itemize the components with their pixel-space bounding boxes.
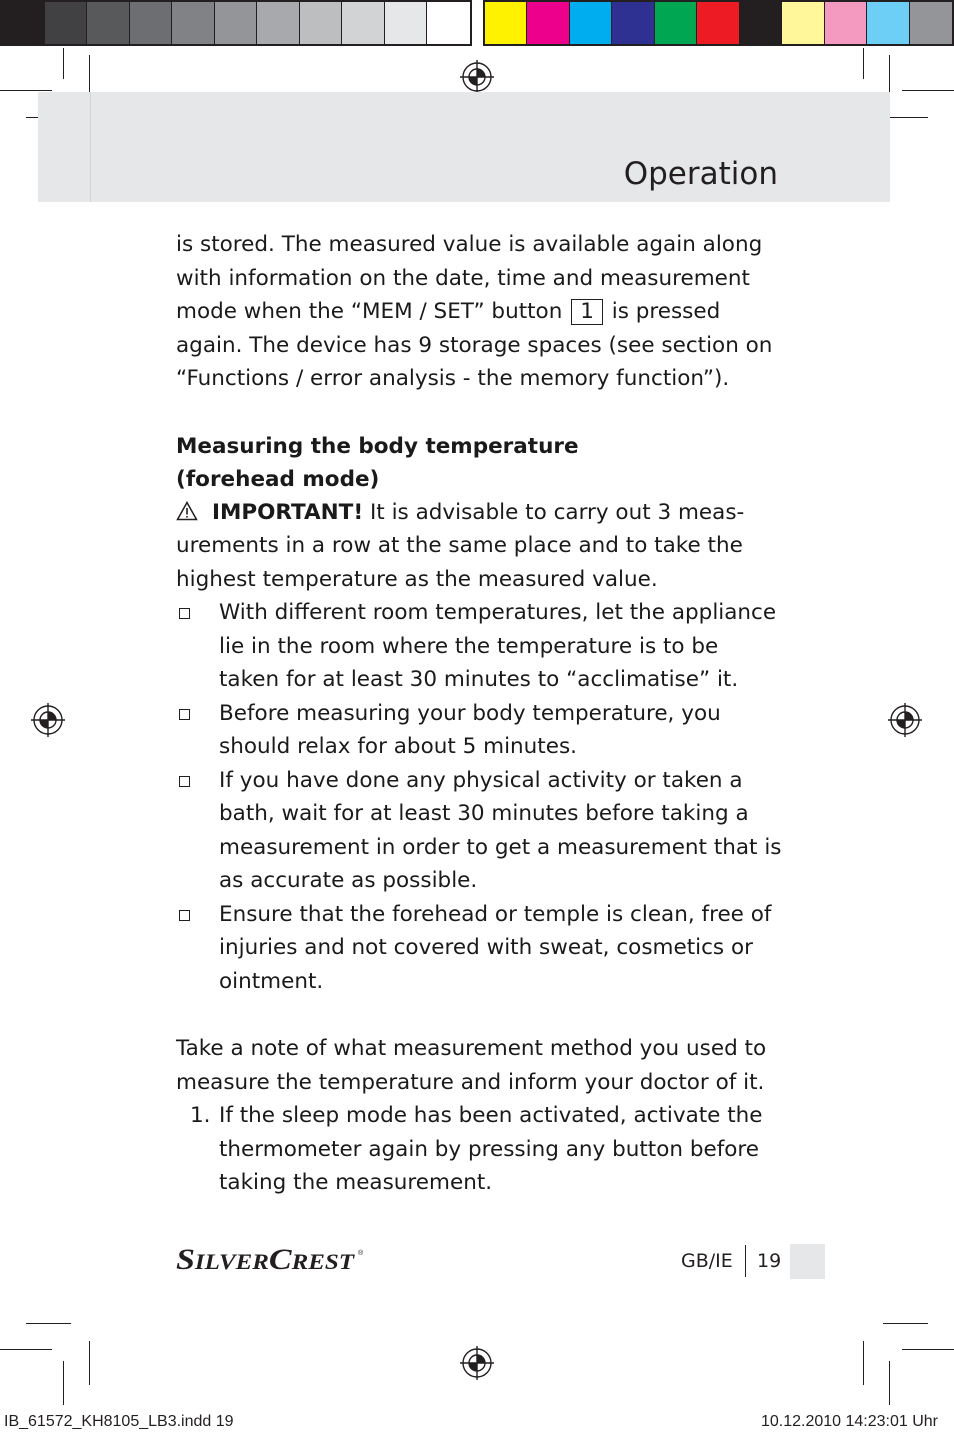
svg-text:SILVERCREST: S ILVER C REST <box>176 1243 347 1275</box>
registration-mark-icon <box>460 60 494 94</box>
crop-mark <box>89 1341 90 1385</box>
page-number: 19 <box>757 1250 782 1272</box>
color-swatch <box>172 2 215 44</box>
important-text: It is advisable to carry out 3 meas-urements in a row at the same place and to take the highest temperature as the measured value. <box>176 499 745 592</box>
color-swatch <box>867 2 909 44</box>
color-swatch <box>570 2 612 44</box>
crop-mark <box>863 48 864 79</box>
note-paragraph: Take a note of what measurement method you used to measure the temperature and inform your doctor of it. <box>176 1036 767 1095</box>
crop-mark <box>883 1323 928 1324</box>
color-swatch <box>130 2 173 44</box>
list-item-text: Ensure that the forehead or temple is clean, free of injuries and not covered with sweat, cosmetics or ointment. <box>219 901 772 994</box>
list-item-text: With different room temperatures, let the appliance lie in the room where the temperature is to be taken for at least 30 minutes to “acclimatise” it. <box>219 600 777 692</box>
crop-mark <box>902 90 954 91</box>
important-paragraph <box>176 496 782 597</box>
footer-language: GB/IE <box>681 1250 733 1272</box>
color-swatch <box>825 2 867 44</box>
section-title: Operation <box>623 156 778 192</box>
crop-mark <box>63 48 64 79</box>
crop-mark <box>26 1323 71 1324</box>
list-item <box>176 898 782 999</box>
step-text: If the sleep mode has been activated, activate the thermometer again by pressing any button before taking the measurement. <box>219 1103 763 1195</box>
crop-mark <box>0 90 52 91</box>
list-item-text: Before measuring your body temperature, you should relax for about 5 minutes. <box>219 700 721 759</box>
color-swatch <box>782 2 824 44</box>
section-heading-line-1: Measuring the body temperature <box>176 433 579 459</box>
important-label: IMPORTANT! <box>212 499 364 525</box>
list-item <box>176 596 782 697</box>
grayscale-color-bar <box>0 0 472 46</box>
color-swatch <box>385 2 428 44</box>
footer-tab <box>790 1244 825 1279</box>
crop-mark <box>63 1361 64 1405</box>
intro-text-2: is pressed again. The device has 9 storage spaces (see section on “Functions / error analysis - the memory function”). <box>176 299 773 391</box>
intro-text-1: is stored. The measured value is available again along with information on the date, time and measurement mode when the “MEM / SET” button <box>176 232 763 324</box>
checkbox-bullet-icon <box>179 709 190 720</box>
color-swatch <box>87 2 130 44</box>
checkbox-bullet-icon <box>179 776 190 787</box>
color-swatch <box>215 2 258 44</box>
svg-text:®: ® <box>358 1250 364 1257</box>
process-color-bar <box>483 0 954 46</box>
numbered-step <box>176 1099 782 1200</box>
slug-timestamp: 10.12.2010 14:23:01 Uhr <box>760 1413 938 1430</box>
crop-mark <box>902 1349 954 1350</box>
silvercrest-logo <box>176 1241 366 1275</box>
section-heading <box>176 430 782 496</box>
checkbox-bullet-icon <box>179 608 190 619</box>
intro-paragraph <box>176 228 782 396</box>
step-number: 1. <box>190 1103 211 1128</box>
color-swatch <box>612 2 654 44</box>
warning-triangle-icon <box>176 496 212 530</box>
color-swatch <box>427 2 470 44</box>
crop-mark <box>0 1349 52 1350</box>
color-swatch <box>655 2 697 44</box>
color-swatch <box>45 2 88 44</box>
color-swatch <box>485 2 527 44</box>
checkbox-bullet-icon <box>179 910 190 921</box>
crop-mark <box>863 1341 864 1385</box>
footer-separator <box>745 1245 746 1277</box>
crop-mark <box>889 1361 890 1405</box>
color-swatch <box>697 2 739 44</box>
section-heading-line-2: (forehead mode) <box>176 466 380 492</box>
color-swatch <box>910 2 952 44</box>
color-swatch <box>257 2 300 44</box>
registration-mark-icon <box>888 703 922 737</box>
color-swatch <box>740 2 782 44</box>
button-reference-box: 1 <box>571 299 603 325</box>
list-item-text: If you have done any physical activity or taken a bath, wait for at least 30 minutes before taking a measurement in order to get a measurement that is as accurate as possible. <box>219 767 782 893</box>
list-item <box>176 697 782 764</box>
color-swatch <box>527 2 569 44</box>
slug-filename: IB_61572_KH8105_LB3.indd 19 <box>4 1413 234 1430</box>
registration-mark-icon <box>460 1346 494 1380</box>
list-item <box>176 764 782 898</box>
color-swatch <box>342 2 385 44</box>
color-swatch <box>2 2 45 44</box>
registration-mark-icon <box>31 703 65 737</box>
header-divider <box>90 92 91 202</box>
page-content <box>176 228 782 1200</box>
color-swatch <box>300 2 343 44</box>
